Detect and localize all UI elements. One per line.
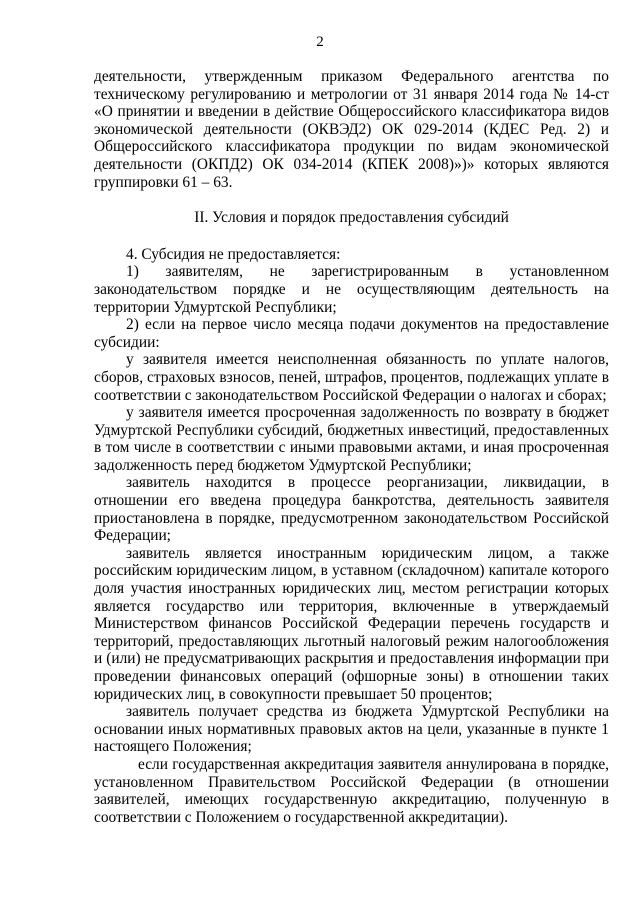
intro-paragraph: деятельности, утвержденным приказом Федерального агентства по техническому регулированию и метрологии от 31 января 2014 года № 14-ст «О принятии и введении в действие Общероссийского классификатора видов экономической деятельности (ОКВЭД2) ОК 029-2014 (КДЕС Ред. 2) и Общероссийского классификатора продукции по видам экономической деятельности (ОКПД2) ОК 034-2014 (КПЕК 2008)»)» которых являются группировки 61 – 63. bbox=[94, 68, 609, 191]
paragraph-4-2: 2) если на первое число месяца подачи документов на предоставление субсидии: bbox=[94, 316, 609, 351]
section-heading: II. Условия и порядок предоставления субсидий bbox=[194, 209, 509, 227]
paragraph-4: 4. Субсидия не предоставляется: bbox=[126, 245, 341, 263]
paragraph-accreditation: если государственная аккредитация заявителя аннулирована в порядке, установленном Правительством Российской Федерации (в отношении заявителей, имеющих государственную аккредитацию, полученную в соответствии с Положением о государственной аккредитации). bbox=[94, 755, 609, 826]
paragraph-tax-debt: у заявителя имеется неисполненная обязанность по уплате налогов, сборов, страховых взносов, пеней, штрафов, процентов, подлежащих уплате в соответствии с законодательством Российской Федерации о налогах и сборах; bbox=[94, 351, 609, 404]
paragraph-reorganization: заявитель находится в процессе реорганизации, ликвидации, в отношении его введена процедура банкротства, деятельность заявителя приостановлена в порядке, предусмотренном законодательством Российской Федерации; bbox=[94, 474, 609, 545]
page-number: 2 bbox=[316, 34, 324, 50]
paragraph-budget-debt: у заявителя имеется просроченная задолженность по возврату в бюджет Удмуртской Республики субсидий, бюджетных инвестиций, предоставленных в том числе в соответствии с иными правовыми актами, и иная просроченная задолженность перед бюджетом Удмуртской Республики; bbox=[94, 404, 609, 474]
paragraph-4-1: 1) заявителям, не зарегистрированным в установленном законодательством порядке и не осуществляющим деятельность на территории Удмуртской Республики; bbox=[94, 263, 609, 316]
paragraph-foreign-entity: заявитель является иностранным юридическим лицом, а также российским юридическим лицом, в уставном (складочном) капитале которого доля участия иностранных юридических лиц, местом регистрации которых является государство или территория, включенные в утверждаемый Министерством финансов Российской Федерации перечень государств и территорий, предоставляющих льготный налоговый режим налогообложения и (или) не предусматривающих раскрытия и предоставления информации при проведении финансовых операций (офшорные зоны) в отношении таких юридических лиц, в совокупности превышает 50 процентов; bbox=[94, 544, 609, 703]
document-body bbox=[94, 68, 609, 826]
paragraph-other-funding: заявитель получает средства из бюджета Удмуртской Республики на основании иных нормативных правовых актов на цели, указанные в пункте 1 настоящего Положения; bbox=[94, 703, 609, 756]
